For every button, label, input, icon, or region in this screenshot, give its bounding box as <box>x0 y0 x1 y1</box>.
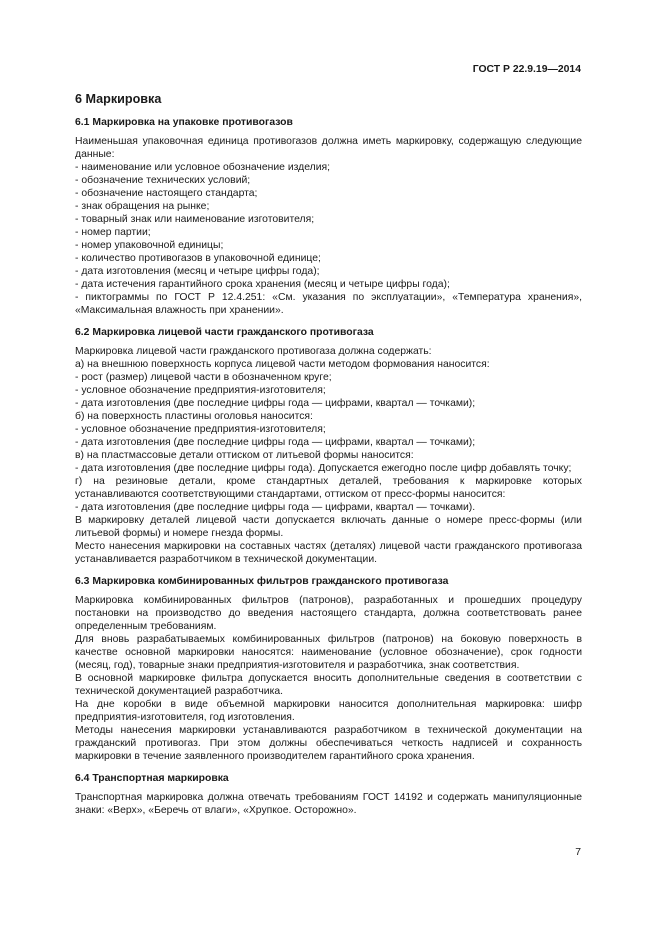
list-item: - дата изготовления (месяц и четыре цифры года); <box>75 266 320 277</box>
s3-paragraph: Маркировка комбинированных фильтров (патронов), разработанных и прошедших процедуру постановки на производство до введения настоящего стандарта, должна соответствовать ранее определенным требованиям. <box>75 595 582 632</box>
page-content <box>75 92 582 817</box>
s3-paragraph: Методы нанесения маркировки устанавливаются разработчиком в технической документации на гражданский противогаз. При этом должны обеспечиваться четкость надписей и сохранность маркировки в течение заявленного производителем гарантийного срока хранения. <box>75 725 582 762</box>
s2-line: б) на поверхность пластины оголовья наносится: <box>75 411 313 422</box>
subsection-6-2-title: 6.2 Маркировка лицевой части гражданского противогаза <box>75 327 374 338</box>
s2-line: - дата изготовления (две последние цифры года — цифрами, квартал — точками); <box>75 437 476 448</box>
list-item: - количество противогазов в упаковочной единице; <box>75 253 321 264</box>
s2-line: - условное обозначение предприятия-изготовителя; <box>75 424 326 435</box>
list-item: - обозначение настоящего стандарта; <box>75 188 258 199</box>
s2-line: В маркировку деталей лицевой части допускается включать данные о номере пресс-формы (или литьевой формы) и номере гнезда формы. <box>75 515 582 539</box>
s3-paragraph: На дне коробки в виде объемной маркировки наносится дополнительная маркировка: шифр предприятия-изготовителя, год изготовления. <box>75 699 582 723</box>
list-item: - номер партии; <box>75 227 151 238</box>
s3-paragraph: В основной маркировке фильтра допускается вносить дополнительные сведения в соответствии с технической документацией разработчика. <box>75 673 582 697</box>
list-item: - номер упаковочной единицы; <box>75 240 224 251</box>
subsection-6-3-title: 6.3 Маркировка комбинированных фильтров гражданского противогаза <box>75 576 449 587</box>
s1-intro: Наименьшая упаковочная единица противогазов должна иметь маркировку, содержащую следующие данные: <box>75 136 582 160</box>
list-item: - обозначение технических условий; <box>75 175 251 186</box>
subsection-6-1-title: 6.1 Маркировка на упаковке противогазов <box>75 117 293 128</box>
s3-paragraph: Для вновь разрабатываемых комбинированных фильтров (патронов) на боковую поверхность в качестве основной маркировки наносятся: наименование (условное обозначение), срок годности (месяц, год), товарные знаки предприятия-изготовителя и разработчика, знак соответствия. <box>75 634 582 671</box>
s2-line: а) на внешнюю поверхность корпуса лицевой части методом формования наносится: <box>75 359 490 370</box>
s2-line: - рост (размер) лицевой части в обозначенном круге; <box>75 372 332 383</box>
page-number: 7 <box>575 847 581 858</box>
list-item: - дата истечения гарантийного срока хранения (месяц и четыре цифры года); <box>75 279 450 290</box>
s2-line: г) на резиновые детали, кроме стандартных деталей, требования к маркировке которых устанавливаются соответствующими стандартами, оттиском от пресс-формы наносится: <box>75 476 582 500</box>
s2-line: - условное обозначение предприятия-изготовителя; <box>75 385 326 396</box>
s2-line: - дата изготовления (две последние цифры года — цифрами, квартал — точками). <box>75 502 476 513</box>
subsection-6-4-title: 6.4 Транспортная маркировка <box>75 773 229 784</box>
s2-line: - дата изготовления (две последние цифры года — цифрами, квартал — точками); <box>75 398 476 409</box>
s2-line: Маркировка лицевой части гражданского противогаза должна содержать: <box>75 346 432 357</box>
s2-line: в) на пластмассовые детали оттиском от литьевой формы наносится: <box>75 450 414 461</box>
s4-paragraph: Транспортная маркировка должна отвечать требованиям ГОСТ 14192 и содержать манипуляционные знаки: «Верх», «Беречь от влаги», «Хрупкое. Осторожно». <box>75 792 582 816</box>
s2-line: - дата изготовления (две последние цифры года). Допускается ежегодно после цифр добавлять точку; <box>75 463 572 474</box>
list-item: - товарный знак или наименование изготовителя; <box>75 214 315 225</box>
section-title: 6 Маркировка <box>75 92 162 106</box>
s2-line: Место нанесения маркировки на составных частях (деталях) лицевой части гражданского противогаза устанавливается разработчиком в технической документации. <box>75 541 582 565</box>
list-item: - знак обращения на рынке; <box>75 201 210 212</box>
standard-designation: ГОСТ Р 22.9.19—2014 <box>472 64 581 75</box>
list-item: - наименование или условное обозначение изделия; <box>75 162 331 173</box>
list-item: - пиктограммы по ГОСТ Р 12.4.251: «См. указания по эксплуатации», «Температура хранения», «Максимальная влажность при хранении». <box>75 292 582 316</box>
